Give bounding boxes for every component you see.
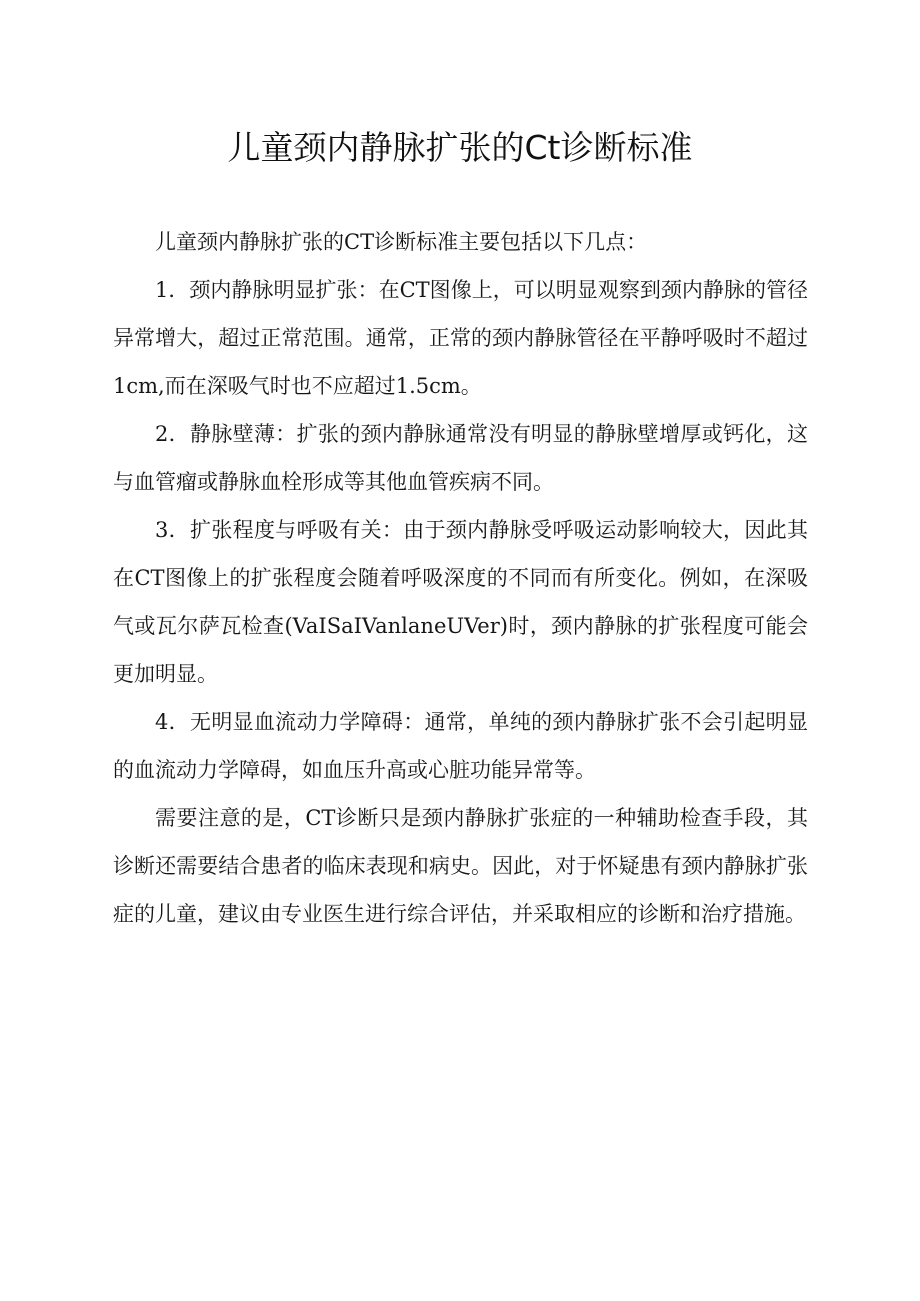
document-title: 儿童颈内静脉扩张的Ct诊断标准 <box>227 128 693 167</box>
criterion-3-paragraph: 3．扩张程度与呼吸有关：由于颈内静脉受呼吸运动影响较大，因此其在CT图像上的扩张程度会随着呼吸深度的不同而有所变化。例如，在深吸气或瓦尔萨瓦检查(VaISaIVanlaneUVer)时，颈内静脉的扩张程度可能会更加明显。 <box>113 518 808 686</box>
criterion-2-paragraph: 2．静脉壁薄：扩张的颈内静脉通常没有明显的静脉壁增厚或钙化，这与血管瘤或静脉血栓形成等其他血管疾病不同。 <box>113 422 808 494</box>
criterion-4-paragraph: 4．无明显血流动力学障碍：通常，单纯的颈内静脉扩张不会引起明显的血流动力学障碍，如血压升高或心脏功能异常等。 <box>113 710 808 782</box>
criterion-1-paragraph: 1．颈内静脉明显扩张：在CT图像上，可以明显观察到颈内静脉的管径异常增大，超过正常范围。通常，正常的颈内静脉管径在平静呼吸时不超过1cm,而在深吸气时也不应超过1.5cm。 <box>113 278 808 398</box>
note-paragraph: 需要注意的是，CT诊断只是颈内静脉扩张症的一种辅助检查手段，其诊断还需要结合患者的临床表现和病史。因此，对于怀疑患有颈内静脉扩张症的儿童，建议由专业医生进行综合评估，并采取相应的诊断和治疗措施。 <box>113 806 808 926</box>
intro-paragraph: 儿童颈内静脉扩张的CT诊断标准主要包括以下几点： <box>155 230 648 254</box>
document-body <box>113 218 808 938</box>
